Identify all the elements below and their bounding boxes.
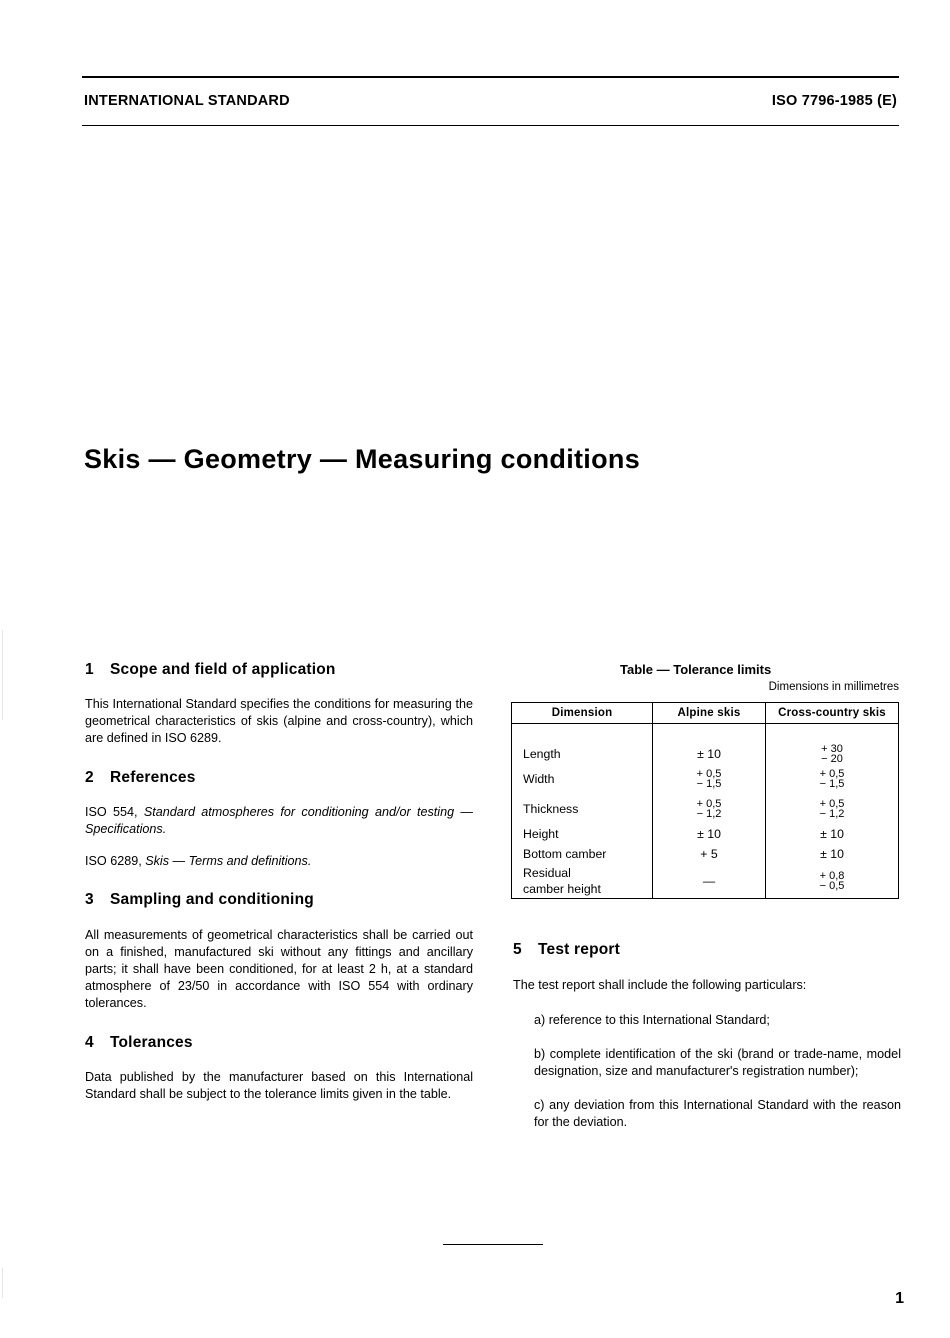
section-heading [85, 768, 473, 788]
section-intro: The test report shall include the following particulars: [513, 978, 807, 992]
section-tolerances [85, 1033, 473, 1103]
dimension-cell: Bottom camber [512, 844, 653, 864]
table-row [512, 864, 899, 898]
section-body: All measurements of geometrical characteristics shall be carried out on a finished, manufactured ski without any fittings and ancillary parts; it shall have been conditioned, for at least 2 h, at a standard atmosphere of 23/50 in accordance with ISO 554 with ordinary tolerances. [85, 928, 473, 1010]
cross-country-cell [766, 764, 899, 794]
section-title: Tolerances [110, 1034, 193, 1051]
tolerance-plus: + 0,5 [819, 798, 845, 810]
column-header-alpine: Alpine skis [653, 703, 766, 724]
table-units: Dimensions in millimetres [768, 681, 899, 693]
section-number: 3 [85, 891, 94, 908]
tolerance-minus: − 1,5 [819, 778, 845, 790]
footer-rule [443, 1244, 543, 1245]
reference-title: Standard atmospheres for conditioning and/or testing — Specifications. [85, 805, 473, 836]
tolerance-minus: − 1,2 [696, 808, 722, 820]
page-number: 1 [895, 1290, 904, 1307]
tolerance-plus: + 30 [821, 743, 843, 755]
alpine-cell: — [653, 864, 766, 898]
dimension-cell [512, 864, 653, 898]
section-scope [85, 660, 473, 747]
left-column [85, 660, 473, 1103]
tolerance-minus: − 1,5 [696, 778, 722, 790]
section-sampling [85, 890, 473, 1012]
cross-country-cell [766, 864, 899, 898]
scan-edge-mark [2, 1268, 3, 1298]
tolerance-table [511, 702, 899, 899]
tolerance-pair [820, 871, 845, 891]
column-header-dimension: Dimension [512, 703, 653, 724]
section-heading [85, 660, 473, 680]
cross-country-cell: ± 10 [766, 844, 899, 864]
dimension-cell: Width [512, 764, 653, 794]
tolerance-pair [820, 769, 845, 789]
section-test-report [513, 940, 901, 1131]
dimension-cell: Height [512, 824, 653, 844]
table-spacer-row [512, 724, 899, 745]
tolerance-pair [697, 769, 722, 789]
alpine-cell [653, 794, 766, 824]
table-row [512, 824, 899, 844]
section-heading [85, 1033, 473, 1053]
reference-item [85, 853, 473, 870]
reference-code: ISO 554, [85, 805, 144, 819]
section-number: 5 [513, 941, 522, 958]
table-row [512, 764, 899, 794]
list-item: a) reference to this International Standard; [534, 1013, 770, 1027]
header-top-rule [82, 76, 899, 78]
section-references [85, 768, 473, 870]
tolerance-plus: + 0,5 [819, 768, 845, 780]
page-title: Skis — Geometry — Measuring conditions [84, 444, 641, 474]
tolerance-minus: − 0,5 [819, 879, 845, 892]
dimension-cell: Length [512, 744, 653, 764]
section-number: 1 [85, 661, 94, 678]
right-column [513, 940, 901, 1148]
section-title: References [110, 769, 196, 786]
reference-title: Skis — Terms and definitions. [145, 854, 312, 868]
table-header-row [512, 703, 899, 724]
dimension-cell: Thickness [512, 794, 653, 824]
table-caption: Table — Tolerance limits [620, 662, 772, 677]
header-bottom-rule [82, 125, 899, 126]
tolerance-pair [821, 744, 843, 764]
table-row [512, 794, 899, 824]
table-row [512, 844, 899, 864]
dimension-line: Residual [523, 865, 571, 880]
scan-edge-mark [2, 630, 3, 720]
section-heading [85, 890, 473, 910]
alpine-cell: + 5 [653, 844, 766, 864]
reference-code: ISO 6289, [85, 854, 146, 868]
list-item: b) complete identification of the ski (brand or trade-name, model designation, size and manufacturer's registration number); [534, 1047, 901, 1078]
tolerance-plus: + 0,8 [819, 869, 845, 882]
tolerance-minus: − 20 [821, 753, 843, 765]
cross-country-cell: ± 10 [766, 824, 899, 844]
tolerance-plus: + 0,5 [696, 798, 722, 810]
reference-item [85, 804, 473, 838]
section-number: 4 [85, 1034, 94, 1051]
document-type-label: INTERNATIONAL STANDARD [84, 93, 290, 109]
section-body: Data published by the manufacturer based on this International Standard shall be subject to the tolerance limits given in the table. [85, 1070, 473, 1101]
dimension-line: camber height [523, 881, 601, 896]
tolerance-minus: − 1,2 [819, 808, 845, 820]
column-header-cross-country: Cross-country skis [766, 703, 899, 724]
section-title: Sampling and conditioning [110, 891, 314, 908]
section-body: This International Standard specifies the conditions for measuring the geometrical characteristics of skis (alpine and cross-country), which are defined in ISO 6289. [85, 697, 473, 745]
tolerance-pair [697, 799, 722, 819]
table-row [512, 744, 899, 764]
section-number: 2 [85, 769, 94, 786]
standard-number-label: ISO 7796-1985 (E) [771, 93, 897, 109]
cross-country-cell [766, 744, 899, 764]
alpine-cell: ± 10 [653, 824, 766, 844]
section-title: Test report [538, 941, 621, 958]
alpine-cell: ± 10 [653, 744, 766, 764]
alpine-cell [653, 764, 766, 794]
cross-country-cell [766, 794, 899, 824]
tolerance-plus: + 0,5 [696, 768, 722, 780]
list-item: c) any deviation from this International Standard with the reason for the deviation. [534, 1098, 901, 1129]
tolerance-pair [820, 799, 845, 819]
section-heading [513, 940, 901, 960]
section-title: Scope and field of application [110, 661, 336, 678]
